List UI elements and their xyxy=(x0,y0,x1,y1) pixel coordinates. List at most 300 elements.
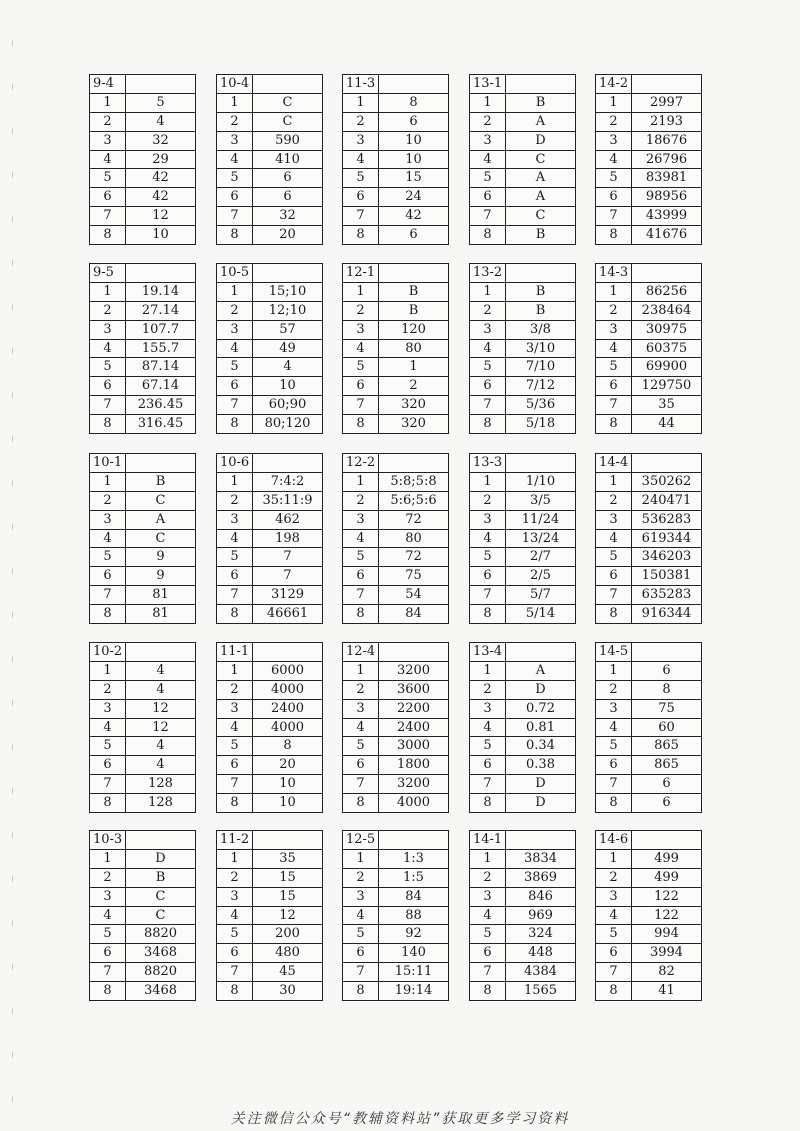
question-number: 7 xyxy=(90,396,126,415)
set-title: 13-2 xyxy=(470,264,506,283)
table-row xyxy=(343,680,449,699)
answer-cell: 1 xyxy=(379,358,449,377)
answer-cell: 448 xyxy=(506,944,576,963)
answer-cell: 6 xyxy=(632,794,702,813)
question-number: 2 xyxy=(217,491,253,510)
answer-cell: 20 xyxy=(253,756,323,775)
question-number: 8 xyxy=(596,794,632,813)
answer-cell: 41 xyxy=(632,982,702,1001)
answer-table xyxy=(216,642,323,813)
table-row xyxy=(343,188,449,207)
question-number: 7 xyxy=(217,396,253,415)
question-number: 8 xyxy=(343,794,379,813)
binding-mark xyxy=(12,172,13,178)
question-number: 4 xyxy=(470,150,506,169)
binding-mark xyxy=(12,656,13,662)
answer-cell: 462 xyxy=(253,510,323,529)
answer-cell: 1/10 xyxy=(506,472,576,491)
question-number: 2 xyxy=(596,868,632,887)
answer-cell: 11/24 xyxy=(506,510,576,529)
answer-cell: B xyxy=(126,472,196,491)
binding-mark xyxy=(12,392,13,398)
answer-cell: 3000 xyxy=(379,737,449,756)
question-number: 8 xyxy=(596,415,632,434)
answer-cell: 865 xyxy=(632,756,702,775)
question-number: 4 xyxy=(596,718,632,737)
table-row xyxy=(596,756,702,775)
table-row xyxy=(343,661,449,680)
answer-cell: 129750 xyxy=(632,377,702,396)
answer-cell: D xyxy=(506,775,576,794)
answer-cell: 1800 xyxy=(379,756,449,775)
question-number: 7 xyxy=(470,396,506,415)
table-row xyxy=(343,944,449,963)
question-number: 8 xyxy=(90,794,126,813)
table-row xyxy=(470,112,576,131)
set-title: 9-5 xyxy=(90,264,126,283)
footer-note: 关注微信公众号“教辅资料站”获取更多学习资料 xyxy=(230,1111,570,1127)
question-number: 5 xyxy=(343,925,379,944)
table-row xyxy=(90,510,196,529)
table-row xyxy=(217,963,323,982)
answer-cell: 29 xyxy=(126,150,196,169)
question-number: 7 xyxy=(596,775,632,794)
answer-cell: 7/12 xyxy=(506,377,576,396)
binding-mark xyxy=(12,260,13,266)
answer-cell: 316.45 xyxy=(126,415,196,434)
question-number: 4 xyxy=(596,339,632,358)
table-row xyxy=(217,794,323,813)
table-row xyxy=(596,358,702,377)
answer-cell: 3200 xyxy=(379,775,449,794)
question-number: 6 xyxy=(470,944,506,963)
question-number: 1 xyxy=(343,849,379,868)
question-number: 2 xyxy=(343,112,379,131)
question-number: 7 xyxy=(343,207,379,226)
answer-cell: 846 xyxy=(506,887,576,906)
answer-cell: 1:5 xyxy=(379,868,449,887)
question-number: 1 xyxy=(217,661,253,680)
header-blank-cell xyxy=(632,75,702,94)
question-number: 5 xyxy=(596,358,632,377)
table-row xyxy=(470,150,576,169)
table-row xyxy=(343,358,449,377)
table-row xyxy=(470,396,576,415)
table-row xyxy=(343,718,449,737)
table-row xyxy=(596,131,702,150)
question-number: 5 xyxy=(217,737,253,756)
table-row xyxy=(596,737,702,756)
answer-cell: 5/7 xyxy=(506,586,576,605)
question-number: 1 xyxy=(596,282,632,301)
set-title: 12-2 xyxy=(343,454,379,473)
binding-mark xyxy=(12,304,13,310)
table-row xyxy=(596,661,702,680)
header-blank-cell xyxy=(379,831,449,850)
question-number: 6 xyxy=(596,377,632,396)
answer-cell: 5:6;5:6 xyxy=(379,491,449,510)
table-row xyxy=(217,548,323,567)
question-number: 7 xyxy=(90,963,126,982)
answer-cell: 480 xyxy=(253,944,323,963)
answer-cell: 46661 xyxy=(253,605,323,624)
answer-cell: 72 xyxy=(379,548,449,567)
answer-cell: 44 xyxy=(632,415,702,434)
answer-cell: 30 xyxy=(253,982,323,1001)
question-number: 2 xyxy=(90,491,126,510)
table-row xyxy=(343,301,449,320)
set-title: 14-5 xyxy=(596,643,632,662)
question-number: 7 xyxy=(217,207,253,226)
question-number: 5 xyxy=(217,169,253,188)
table-row xyxy=(217,377,323,396)
table-row xyxy=(217,887,323,906)
header-blank-cell xyxy=(253,643,323,662)
question-number: 1 xyxy=(596,472,632,491)
answer-cell: 8 xyxy=(253,737,323,756)
table-row xyxy=(470,226,576,245)
question-number: 1 xyxy=(596,849,632,868)
answer-cell: 410 xyxy=(253,150,323,169)
answer-cell: 3/8 xyxy=(506,320,576,339)
answer-cell: 200 xyxy=(253,925,323,944)
answer-cell: 84 xyxy=(379,605,449,624)
answer-cell: 916344 xyxy=(632,605,702,624)
table-row xyxy=(217,567,323,586)
table-row xyxy=(217,718,323,737)
table-row xyxy=(343,226,449,245)
answer-table xyxy=(342,830,449,1001)
question-number: 4 xyxy=(90,529,126,548)
table-row xyxy=(90,150,196,169)
question-number: 5 xyxy=(596,548,632,567)
question-number: 5 xyxy=(90,925,126,944)
header-blank-cell xyxy=(632,643,702,662)
question-number: 1 xyxy=(596,93,632,112)
question-number: 1 xyxy=(217,93,253,112)
question-number: 3 xyxy=(596,131,632,150)
answer-cell: 0.81 xyxy=(506,718,576,737)
table-row xyxy=(596,93,702,112)
set-title: 10-3 xyxy=(90,831,126,850)
question-number: 3 xyxy=(90,320,126,339)
question-number: 2 xyxy=(343,301,379,320)
table-row xyxy=(343,887,449,906)
table-row xyxy=(596,944,702,963)
question-number: 8 xyxy=(596,982,632,1001)
header-blank-cell xyxy=(126,454,196,473)
table-row xyxy=(90,906,196,925)
set-title: 12-4 xyxy=(343,643,379,662)
question-number: 2 xyxy=(90,868,126,887)
table-row xyxy=(596,963,702,982)
answer-cell: 4 xyxy=(126,680,196,699)
question-number: 1 xyxy=(217,282,253,301)
answer-cell: 10 xyxy=(379,150,449,169)
table-row xyxy=(217,207,323,226)
answer-cell: 240471 xyxy=(632,491,702,510)
answer-cell: 4000 xyxy=(253,718,323,737)
table-row xyxy=(470,794,576,813)
question-number: 7 xyxy=(596,207,632,226)
table-row xyxy=(596,925,702,944)
table-row xyxy=(470,472,576,491)
set-title: 10-5 xyxy=(217,264,253,283)
header-blank-cell xyxy=(379,454,449,473)
answer-cell: 6 xyxy=(632,775,702,794)
question-number: 5 xyxy=(470,925,506,944)
answer-cell: 2400 xyxy=(379,718,449,737)
answer-cell: 41676 xyxy=(632,226,702,245)
question-number: 5 xyxy=(217,925,253,944)
table-row xyxy=(470,339,576,358)
table-row xyxy=(217,925,323,944)
question-number: 3 xyxy=(470,131,506,150)
answer-cell: 2400 xyxy=(253,699,323,718)
question-number: 8 xyxy=(470,226,506,245)
answer-cell: 75 xyxy=(379,567,449,586)
answer-cell: 20 xyxy=(253,226,323,245)
answer-cell: 42 xyxy=(126,188,196,207)
answer-cell: 9 xyxy=(126,548,196,567)
table-row xyxy=(596,377,702,396)
answer-cell: 2 xyxy=(379,377,449,396)
table-row xyxy=(470,548,576,567)
answer-table xyxy=(89,642,196,813)
table-row xyxy=(217,906,323,925)
table-row xyxy=(217,396,323,415)
question-number: 4 xyxy=(343,906,379,925)
question-number: 8 xyxy=(90,226,126,245)
table-row xyxy=(470,415,576,434)
answer-cell: 10 xyxy=(253,794,323,813)
table-row xyxy=(343,982,449,1001)
answer-cell: A xyxy=(506,169,576,188)
question-number: 3 xyxy=(596,887,632,906)
question-number: 6 xyxy=(217,377,253,396)
answer-cell: 120 xyxy=(379,320,449,339)
question-number: 6 xyxy=(343,756,379,775)
table-row xyxy=(470,282,576,301)
table-row xyxy=(90,226,196,245)
question-number: 1 xyxy=(90,282,126,301)
question-number: 4 xyxy=(470,906,506,925)
table-row xyxy=(217,868,323,887)
answer-cell: 30975 xyxy=(632,320,702,339)
question-number: 3 xyxy=(470,510,506,529)
answer-cell: 60375 xyxy=(632,339,702,358)
question-number: 6 xyxy=(470,567,506,586)
table-row xyxy=(343,207,449,226)
question-number: 7 xyxy=(470,207,506,226)
set-title: 14-4 xyxy=(596,454,632,473)
question-number: 7 xyxy=(343,775,379,794)
answer-table xyxy=(342,263,449,434)
answer-cell: D xyxy=(506,794,576,813)
question-number: 4 xyxy=(596,906,632,925)
answer-cell: 1565 xyxy=(506,982,576,1001)
question-number: 1 xyxy=(470,661,506,680)
question-number: 7 xyxy=(596,396,632,415)
table-row xyxy=(90,415,196,434)
question-number: 7 xyxy=(90,207,126,226)
answer-cell: C xyxy=(253,93,323,112)
answer-cell: 0.38 xyxy=(506,756,576,775)
set-title: 12-5 xyxy=(343,831,379,850)
question-number: 3 xyxy=(217,887,253,906)
table-row xyxy=(90,207,196,226)
answer-cell: 4 xyxy=(126,112,196,131)
header-blank-cell xyxy=(126,643,196,662)
answer-cell: 8 xyxy=(379,93,449,112)
answer-table xyxy=(342,74,449,245)
table-row xyxy=(343,548,449,567)
table-row xyxy=(470,605,576,624)
answer-cell: D xyxy=(506,131,576,150)
table-row xyxy=(470,887,576,906)
answer-cell: 346203 xyxy=(632,548,702,567)
answer-cell: 80 xyxy=(379,339,449,358)
table-row xyxy=(596,188,702,207)
answer-cell: C xyxy=(506,207,576,226)
answer-cell: 32 xyxy=(253,207,323,226)
question-number: 8 xyxy=(217,415,253,434)
table-row xyxy=(470,718,576,737)
question-number: 1 xyxy=(470,849,506,868)
answer-cell: 6 xyxy=(379,112,449,131)
table-row xyxy=(90,491,196,510)
binding-mark xyxy=(12,832,13,838)
question-number: 5 xyxy=(90,737,126,756)
table-row xyxy=(90,756,196,775)
question-number: 3 xyxy=(343,699,379,718)
set-title: 13-1 xyxy=(470,75,506,94)
table-row xyxy=(596,150,702,169)
question-number: 3 xyxy=(217,320,253,339)
question-number: 8 xyxy=(90,605,126,624)
table-row xyxy=(217,93,323,112)
table-row xyxy=(470,699,576,718)
answer-cell: 150381 xyxy=(632,567,702,586)
question-number: 5 xyxy=(343,737,379,756)
answer-cell: 5/14 xyxy=(506,605,576,624)
set-title: 13-4 xyxy=(470,643,506,662)
table-row xyxy=(90,93,196,112)
table-row xyxy=(217,226,323,245)
question-number: 8 xyxy=(217,794,253,813)
question-number: 4 xyxy=(596,150,632,169)
question-number: 6 xyxy=(90,567,126,586)
question-number: 7 xyxy=(470,775,506,794)
question-number: 8 xyxy=(343,982,379,1001)
answer-cell: 10 xyxy=(126,226,196,245)
table-row xyxy=(470,301,576,320)
table-row xyxy=(470,188,576,207)
answer-cell: 7 xyxy=(253,567,323,586)
answer-cell: 4 xyxy=(126,737,196,756)
table-row xyxy=(90,661,196,680)
answer-cell: 82 xyxy=(632,963,702,982)
table-row xyxy=(90,699,196,718)
question-number: 5 xyxy=(596,169,632,188)
header-blank-cell xyxy=(506,75,576,94)
table-row xyxy=(470,491,576,510)
question-number: 5 xyxy=(470,737,506,756)
header-blank-cell xyxy=(632,264,702,283)
question-number: 1 xyxy=(470,472,506,491)
answer-cell: 122 xyxy=(632,906,702,925)
table-row xyxy=(470,756,576,775)
answer-cell: 45 xyxy=(253,963,323,982)
answer-cell: 83981 xyxy=(632,169,702,188)
table-row xyxy=(470,169,576,188)
question-number: 2 xyxy=(596,301,632,320)
table-row xyxy=(343,377,449,396)
table-row xyxy=(343,775,449,794)
table-row xyxy=(343,756,449,775)
answer-cell: 9 xyxy=(126,567,196,586)
header-blank-cell xyxy=(379,643,449,662)
table-row xyxy=(217,586,323,605)
answer-cell: 13/24 xyxy=(506,529,576,548)
answer-cell: 8820 xyxy=(126,963,196,982)
question-number: 3 xyxy=(470,887,506,906)
question-number: 1 xyxy=(596,661,632,680)
table-row xyxy=(90,680,196,699)
question-number: 5 xyxy=(343,358,379,377)
question-number: 6 xyxy=(596,188,632,207)
answer-cell: 19.14 xyxy=(126,282,196,301)
binding-mark xyxy=(12,436,13,442)
table-row xyxy=(343,472,449,491)
header-blank-cell xyxy=(253,831,323,850)
answer-table xyxy=(469,642,576,813)
table-row xyxy=(596,510,702,529)
answer-table xyxy=(342,453,449,624)
answer-cell: C xyxy=(506,150,576,169)
header-blank-cell xyxy=(253,454,323,473)
question-number: 8 xyxy=(596,226,632,245)
table-row xyxy=(596,868,702,887)
table-row xyxy=(217,605,323,624)
binding-mark xyxy=(12,744,13,750)
table-row xyxy=(343,794,449,813)
question-number: 7 xyxy=(90,586,126,605)
answer-cell: 865 xyxy=(632,737,702,756)
question-number: 3 xyxy=(217,510,253,529)
answer-table xyxy=(89,74,196,245)
question-number: 7 xyxy=(90,775,126,794)
set-title: 13-3 xyxy=(470,454,506,473)
answer-cell: 969 xyxy=(506,906,576,925)
answer-cell: 320 xyxy=(379,396,449,415)
table-row xyxy=(470,320,576,339)
question-number: 1 xyxy=(217,472,253,491)
table-row xyxy=(90,849,196,868)
question-number: 4 xyxy=(470,339,506,358)
answer-cell: 54 xyxy=(379,586,449,605)
table-row xyxy=(343,529,449,548)
question-number: 4 xyxy=(90,718,126,737)
table-row xyxy=(217,169,323,188)
question-number: 3 xyxy=(90,510,126,529)
header-blank-cell xyxy=(506,643,576,662)
question-number: 7 xyxy=(217,586,253,605)
table-row xyxy=(470,775,576,794)
question-number: 6 xyxy=(470,756,506,775)
answer-cell: 81 xyxy=(126,605,196,624)
question-number: 8 xyxy=(90,982,126,1001)
